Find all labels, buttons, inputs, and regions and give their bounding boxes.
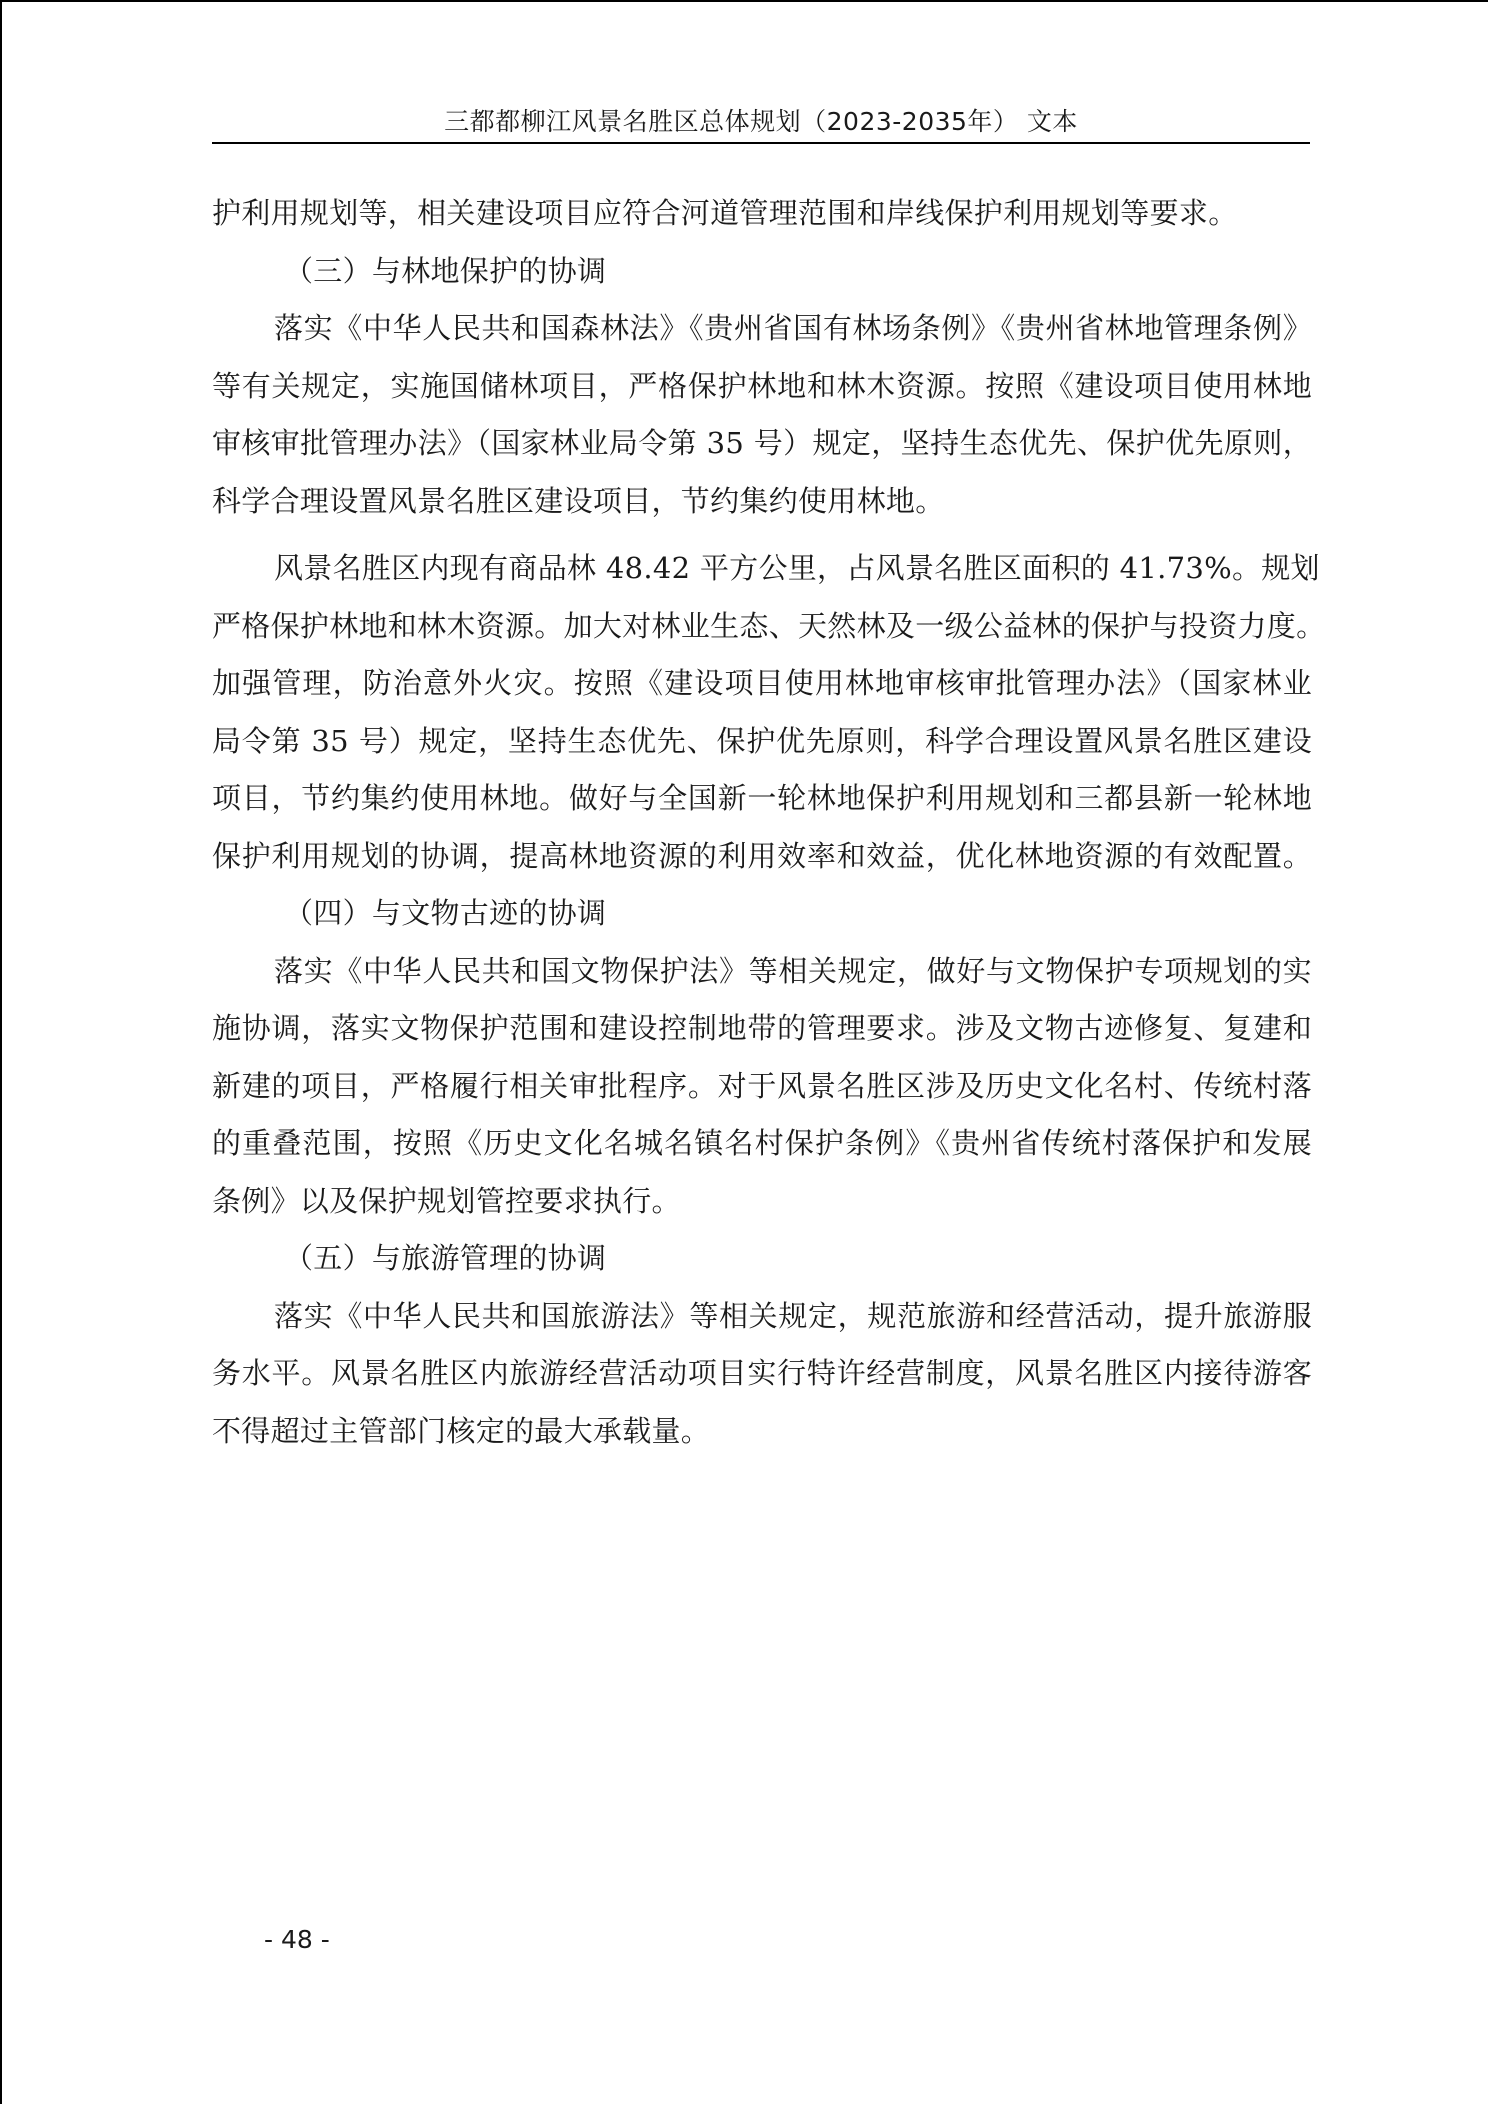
text-line: 严格保护林地和林木资源。加大对林业生态、天然林及一级公益林的保护与投资力度。 bbox=[212, 608, 1326, 643]
text-line: 的重叠范围，按照《历史文化名城名镇名村保护条例》《贵州省传统村落保护和发展 bbox=[212, 1126, 1312, 1160]
text-line: 施协调，落实文物保护范围和建设控制地带的管理要求。涉及文物古迹修复、复建和 bbox=[212, 1011, 1312, 1045]
text-line: 新建的项目，严格履行相关审批程序。对于风景名胜区涉及历史文化名村、传统村落 bbox=[212, 1068, 1312, 1103]
text-line: 条例》以及保护规划管控要求执行。 bbox=[212, 1183, 681, 1218]
text-line: 保护利用规划的协调，提高林地资源的利用效率和效益，优化林地资源的有效配置。 bbox=[212, 838, 1312, 873]
text-line: 加强管理，防治意外火灾。按照《建设项目使用林地审核审批管理办法》（国家林业 bbox=[212, 666, 1312, 700]
page-border-top bbox=[0, 0, 1488, 2]
text-line: 落实《中华人民共和国文物保护法》等相关规定，做好与文物保护专项规划的实 bbox=[274, 953, 1312, 988]
section-heading-tourism: （五）与旅游管理的协调 bbox=[284, 1241, 607, 1275]
page-border-left bbox=[0, 0, 2, 2104]
page-number: - 48 - bbox=[264, 1925, 330, 1954]
section-heading-heritage: （四）与文物古迹的协调 bbox=[284, 896, 607, 930]
text-line: 务水平。风景名胜区内旅游经营活动项目实行特许经营制度，风景名胜区内接待游客 bbox=[212, 1356, 1312, 1390]
text-line: 局令第 35 号）规定，坚持生态优先、保护优先原则，科学合理设置风景名胜区建设 bbox=[212, 723, 1312, 758]
text-line: 护利用规划等，相关建设项目应符合河道管理范围和岸线保护利用规划等要求。 bbox=[212, 196, 1238, 230]
text-line: 审核审批管理办法》（国家林业局令第 35 号）规定，坚持生态优先、保护优先原则， bbox=[212, 426, 1312, 460]
text-line: 科学合理设置风景名胜区建设项目，节约集约使用林地。 bbox=[212, 483, 945, 518]
page-header bbox=[212, 102, 1310, 144]
text-line: 风景名胜区内现有商品林 48.42 平方公里，占风景名胜区面积的 41.73%。规划 bbox=[274, 551, 1320, 585]
paragraph-gap bbox=[212, 530, 1312, 540]
text-line: 落实《中华人民共和国旅游法》等相关规定，规范旅游和经营活动，提升旅游服 bbox=[274, 1298, 1312, 1333]
text-line: 不得超过主管部门核定的最大承载量。 bbox=[212, 1413, 711, 1448]
text-line: 等有关规定，实施国储林项目，严格保护林地和林木资源。按照《建设项目使用林地 bbox=[212, 368, 1312, 403]
text-line: 项目，节约集约使用林地。做好与全国新一轮林地保护利用规划和三都县新一轮林地 bbox=[212, 781, 1312, 815]
header-title: 三都都柳江风景名胜区总体规划（2023-2035年） 文本 bbox=[444, 107, 1078, 136]
document-body bbox=[212, 185, 1326, 1460]
text-line: 落实《中华人民共和国森林法》《贵州省国有林场条例》《贵州省林地管理条例》 bbox=[274, 311, 1312, 345]
section-heading-forest: （三）与林地保护的协调 bbox=[284, 253, 607, 288]
